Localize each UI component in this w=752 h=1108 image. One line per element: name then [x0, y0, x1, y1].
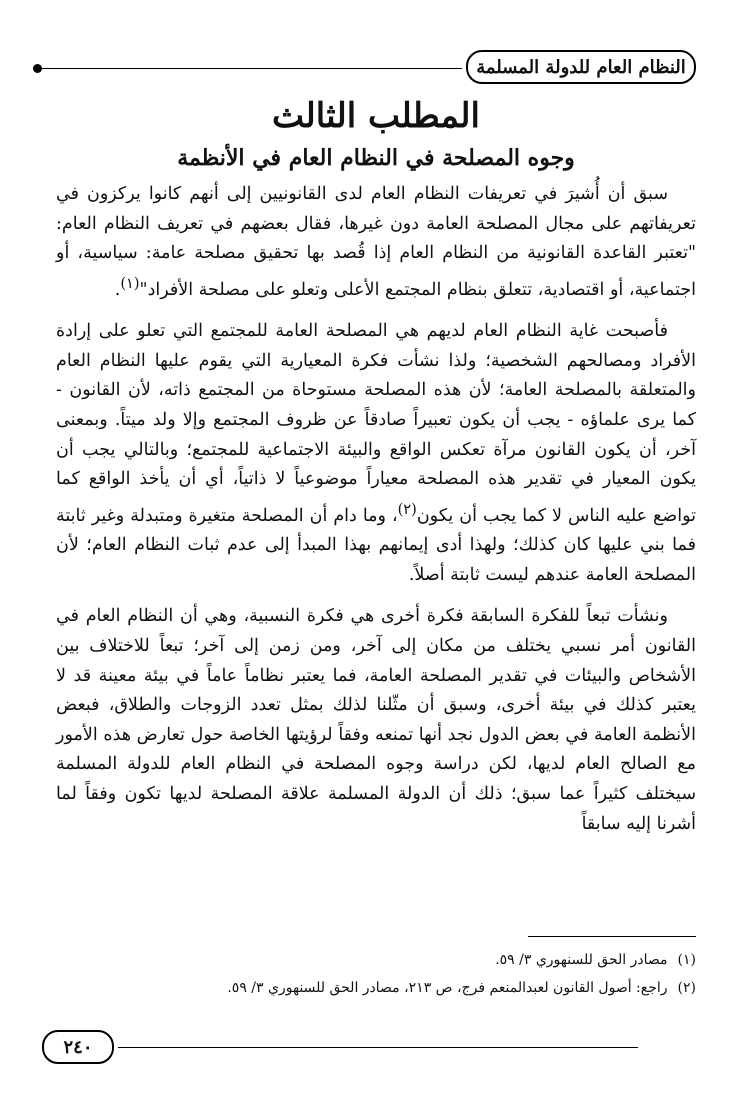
paragraph-text-end: .: [114, 279, 121, 300]
footnote-ref: (٢): [397, 500, 417, 518]
paragraph-text: سبق أن أُشيرَ في تعريفات النظام العام لدى القانونيين إلى أنهم كانوا يركزون في تعريفاتهم على مجال المصلحة العامة دون غيرها، فقال بعضهم في تعريف النظام العام: "تعتبر القاعدة القانونية من النظام العام إذا قُصد بها تحقيق مصلحة عامة: سياسية، أو اجتماعية، أو اقتصادية، تتعلق بنظام المجتمع الأعلى وتعلو على مصلحة الأفراد": [56, 184, 696, 300]
footnote-ref: (١): [120, 274, 140, 292]
paragraph-text: فأصبحت غاية النظام العام لديهم هي المصلحة العامة للمجتمع التي تعلو على إرادة الأفراد ومصالحهم الشخصية؛ ولذا نشأت فكرة المعيارية التي يقوم عليها النظام العام والمتعلقة بالمصلحة العامة؛ لأن هذه المصلحة مستوحاة من المجتمع ذاته، لأن القانون - كما يرى علماؤه - يجب أن يكون تعبيراً صادقاً عن ظروف المجتمع وإلا ولد ميتاً. وبمعنى آخر، أن يكون القانون مرآة تعكس الواقع والبيئة الاجتماعية للمجتمع؛ وبالتالي يجب أن يكون المعيار في تقدير هذه المصلحة معياراً موضوعياً لا ذاتياً، أي أن يأخذ الواقع كما تواضع عليه الناس لا كما يجب أن يكون: [56, 321, 696, 526]
running-header: [0, 44, 752, 90]
footnote-separator: [528, 936, 696, 937]
paragraph-text: ونشأت تبعاً للفكرة السابقة فكرة أخرى هي فكرة النسبية، وهي أن النظام العام في القانون أمر نسبي يختلف من مكان إلى آخر، ومن زمن إلى آخر؛ تبعاً للاختلاف بين الأشخاص والبيئات في تقدير المصلحة العامة، فما يعتبر نظاماً عاماً في بيئة معينة قد لا يعتبر كذلك في بيئة أخرى، وسبق أن مثّلنا لذلك بمثل تعدد الزوجات والطلاق، فبعض الأنظمة العامة في بعض الدول نجد أنها تمنعه وفقاً لرؤيتها الخاصة حول تعارض هذه الأمور مع الصالح العام لديها، لكن دراسة وجوه المصلحة في النظام العام للدولة المسلمة سيختلف كثيراً عما سبق؛ ذلك أن الدولة المسلمة علاقة المصلحة لديها تكون وفقاً لما أشرنا إليه سابقاً: [56, 606, 696, 834]
footnote-text: مصادر الحق للسنهوري ٣/ ٥٩.: [495, 952, 668, 968]
footnote: [56, 974, 696, 1002]
header-dot-ornament: [33, 64, 42, 73]
page-number: ٢٤٠: [42, 1030, 114, 1064]
paragraph: [56, 602, 696, 839]
section-title: وجوه المصلحة في النظام العام في الأنظمة: [177, 145, 575, 171]
chapter-title: المطلب الثالث: [271, 96, 480, 136]
footnotes: [56, 946, 696, 1002]
paragraph-text-end: ، وما دام أن المصلحة متغيرة ومتبدلة وغير ثابتة فما بني عليها كان كذلك؛ ولهذا أدى إيمانهم بهذا المبدأ إلى عدم ثبات النظام العام؛ لأن المصلحة العامة عندهم ليست ثابتة أصلاً.: [56, 505, 696, 585]
footnote-number: (٢): [677, 980, 696, 996]
paragraph: [56, 317, 696, 590]
footnote-number: (١): [677, 952, 696, 968]
header-rule: [42, 68, 462, 69]
footnote: [56, 946, 696, 974]
footer-rule: [118, 1047, 638, 1048]
body-text: [56, 180, 696, 839]
paragraph: [56, 180, 696, 305]
footnote-text: راجع: أصول القانون لعبدالمنعم فرج، ص ٢١٣، مصادر الحق للسنهوري ٣/ ٥٩.: [227, 980, 668, 996]
book-title-label: النظام العام للدولة المسلمة: [466, 50, 696, 84]
